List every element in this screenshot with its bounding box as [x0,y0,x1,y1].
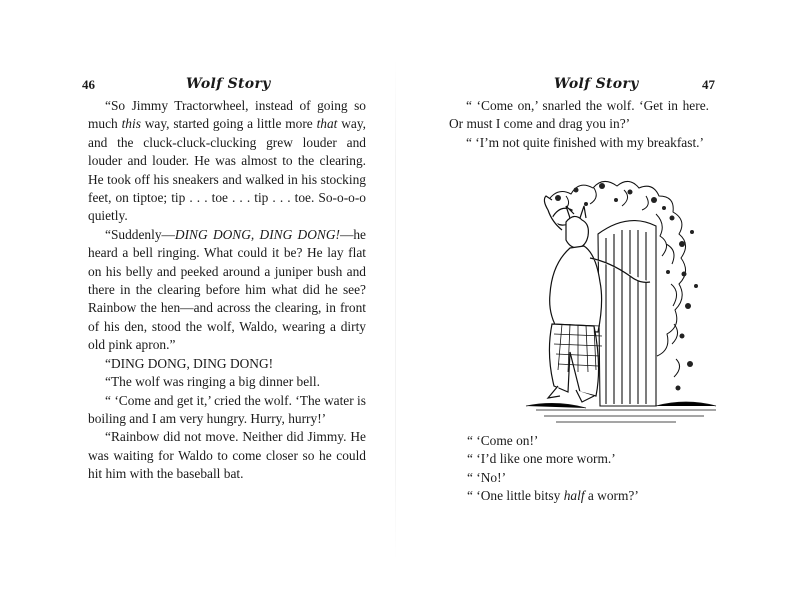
paragraph: “ ‘Come on,’ snarled the wolf. ‘Get in here. Or must I come and drag you in?’ [449,98,709,132]
text-run: way, and the cluck-cluck-clucking grew louder and louder and louder. He was almost to the clearing. He took off his sneakers and walked in his stocking feet, on tiptoe; tip . . . toe . . . tip . . . toe. So-o-o-o quietly. [88,116,366,224]
body-text [88,97,366,484]
emphasis: that [316,116,338,132]
page-number: 47 [702,77,715,92]
paragraph [467,487,747,505]
paragraph: “Rainbow did not move. Neither did Jimmy. He was waiting for Waldo to come closer so he could hit him with the baseball bat. [88,429,366,482]
paragraph [88,97,366,226]
text-run: —he heard a bell ringing. What could it be? He lay flat on his belly and peeked around a juniper bush and there in the clearing before him what did he see? Rainbow the hen—and across the clearing, in front of his den, stood the wolf, Waldo, wearing a dirty old pink apron.” [88,226,366,353]
paragraph [88,226,366,355]
text-run: “Suddenly— [105,226,175,242]
running-head: Wolf Story [554,76,639,92]
body-text-top [449,97,709,152]
emphasis: this [121,116,141,132]
paragraph: “ ‘Come and get it,’ cried the wolf. ‘The water is boiling and I am very hungry. Hurry, hurry!’ [88,392,366,426]
paragraph: “ ‘I’d like one more worm.’ [467,451,616,467]
paragraph: “ ‘Come on!’ [467,433,539,448]
paragraph: “ ‘I’m not quite finished with my breakfast.’ [466,134,704,150]
right-page [396,0,792,612]
wolf-illustration [506,174,728,426]
running-head: Wolf Story [186,76,271,92]
paragraph: “The wolf was ringing a big dinner bell. [105,374,320,390]
emphasis: DING DONG, DING DONG! [174,226,340,242]
text-run: way, started going a little more [140,116,317,132]
body-text-bottom [467,432,747,506]
page-number: 46 [82,77,95,92]
emphasis: half [563,488,585,504]
paragraph: “ ‘No!’ [467,469,507,485]
text-run: “ ‘One little bitsy [467,488,564,504]
paragraph: “DING DONG, DING DONG! [105,355,274,371]
text-run: a worm?’ [584,488,639,504]
text-run: “So Jimmy Tractorwheel, instead of going so much [88,98,366,132]
